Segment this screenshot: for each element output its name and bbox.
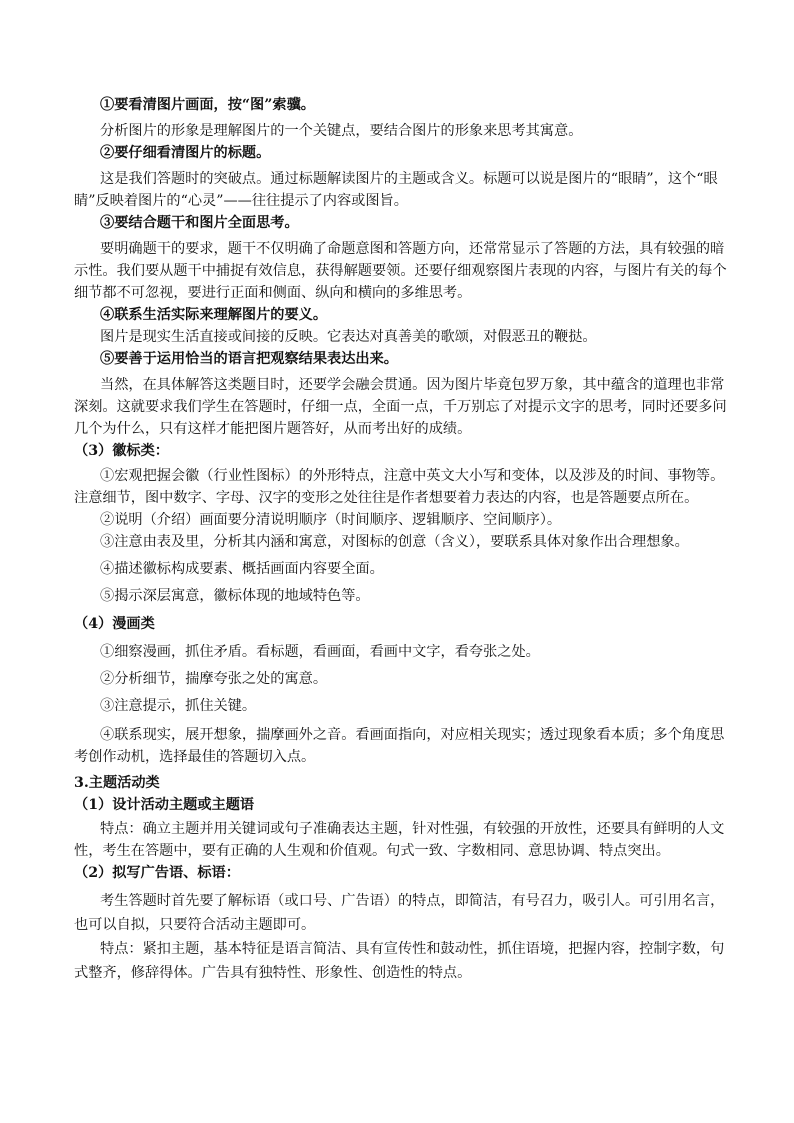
point-3-text-2: 示性。我们要从题干中捕捉有效信息，获得解题要领。还要仔细观察图片表现的内容，与图片有关的每个 — [74, 263, 727, 279]
point-2-heading: ②要仔细看清图片的标题。 — [100, 145, 271, 161]
point-3-text-1: 要明确题干的要求，题干不仅明确了命题意图和答题方向，还常常显示了答题的方法，具有较强的暗 — [100, 241, 725, 257]
summary-text-3: 几个为什么，只有这样才能把图片题答好，从而考出好的成绩。 — [74, 421, 472, 437]
section-4-heading: （4）漫画类 — [74, 616, 155, 632]
cartoon-point-2: ②分析细节，揣摩夸张之处的寓意。 — [100, 671, 328, 687]
cartoon-point-1: ①细察漫画，抓住矛盾。看标题，看画面，看画中文字，看夸张之处。 — [100, 644, 540, 660]
cartoon-point-4-b: 考创作动机，选择最佳的答题切入点。 — [74, 749, 316, 765]
theme-sub-2-text-3: 特点：紧扣主题，基本特征是语言简洁、具有宣传性和鼓动性，抓住语境，把握内容，控制字数，句 — [100, 941, 725, 957]
point-2-text-2: 睛”反映着图片的“心灵”——往往提示了内容或图旨。 — [74, 193, 408, 209]
theme-sub-1-text-2: 性，考生在答题中，要有正确的人生观和价值观。句式一致、字数相同、意思协调、特点突出。 — [74, 843, 670, 859]
theme-sub-2-text-1: 考生答题时首先要了解标语（或口号、广告语）的特点，即简洁，有号召力，吸引人。可引用名言， — [100, 893, 725, 909]
theme-sub-2-heading: （2）拟写广告语、标语： — [74, 865, 240, 881]
theme-sub-2-text-4: 式整齐，修辞得体。广告具有独特性、形象性、创造性的特点。 — [74, 965, 472, 981]
point-1-text: 分析图片的形象是理解图片的一个关键点，要结合图片的形象来思考其寓意。 — [100, 123, 583, 139]
point-3-text-3: 细节都不可忽视，要进行正面和侧面、纵向和横向的多维思考。 — [74, 285, 472, 301]
logo-point-1-a: ①宏观把握会徽（行业性图标）的外形特点，注意中英文大小写和变体，以及涉及的时间、事物等。 — [100, 468, 725, 484]
logo-point-2: ②说明（介绍）画面要分清说明顺序（时间顺序、逻辑顺序、空间顺序）。 — [100, 512, 562, 528]
logo-point-3: ③注意由表及里，分析其内涵和寓意，对图标的创意（含义），要联系具体对象作出合理想象。 — [100, 534, 689, 550]
section-3-heading: （3）徽标类： — [74, 443, 169, 459]
theme-activity-heading: 3.主题活动类 — [74, 775, 160, 791]
point-4-heading: ④联系生活实际来理解图片的要义。 — [100, 307, 328, 323]
logo-point-4: ④描述徽标构成要素、概括画面内容要全面。 — [100, 561, 384, 577]
point-3-heading: ③要结合题干和图片全面思考。 — [100, 215, 299, 231]
logo-point-1-b: 注意细节，图中数字、字母、汉字的变形之处往往是作者想要着力表达的内容，也是答题要点所在。 — [74, 490, 699, 506]
point-5-heading: ⑤要善于运用恰当的语言把观察结果表达出来。 — [100, 351, 398, 367]
theme-sub-1-heading: （1）设计活动主题或主题语 — [74, 797, 255, 813]
theme-sub-1-text-1: 特点：确立主题并用关键词或句子准确表达主题，针对性强，有较强的开放性，还要具有鲜明的人文 — [100, 821, 725, 837]
point-4-text: 图片是现实生活直接或间接的反映。它表达对真善美的歌颂，对假恶丑的鞭挞。 — [100, 329, 597, 345]
cartoon-point-3: ③注意提示，抓住关键。 — [100, 698, 257, 714]
point-1-heading: ①要看清图片画面，按“图”索骥。 — [100, 97, 315, 113]
summary-text-2: 深刻。这就要求我们学生在答题时，仔细一点，全面一点，千万别忘了对提示文字的思考，同时还要多问 — [74, 399, 727, 415]
theme-sub-2-text-2: 也可以自拟，只要符合活动主题即可。 — [74, 917, 316, 933]
point-2-text-1: 这是我们答题时的突破点。通过标题解读图片的主题或含义。标题可以说是图片的“眼睛”，这个“眼 — [100, 171, 718, 187]
logo-point-5: ⑤揭示深层寓意，徽标体现的地域特色等。 — [100, 588, 370, 604]
document-body — [74, 94, 728, 984]
summary-text-1: 当然，在具体解答这类题目时，还要学会融会贯通。因为图片毕竟包罗万象，其中蕴含的道理也非常 — [100, 377, 725, 393]
cartoon-point-4-a: ④联系现实，展开想象，揣摩画外之音。看画面指向，对应相关现实；透过现象看本质；多个角度思 — [100, 727, 725, 743]
